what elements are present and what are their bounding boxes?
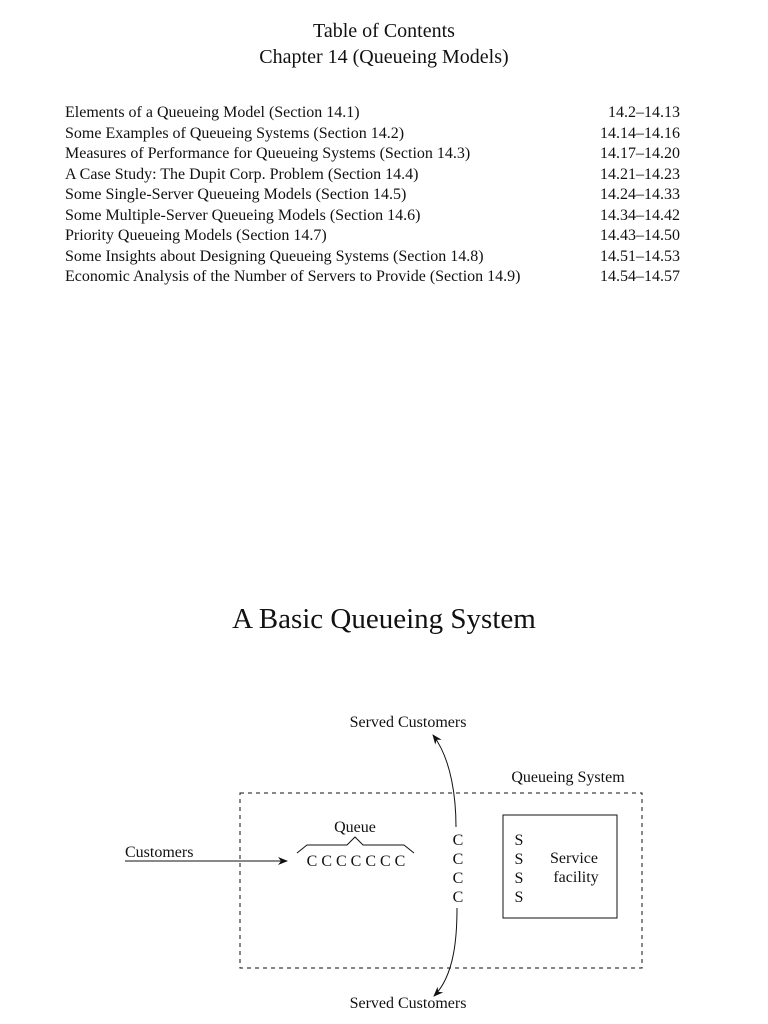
toc-entry-pages: 14.21–14.23 [600,165,680,183]
served-customers-bottom-label: Served Customers [349,995,467,1012]
toc-entry-pages: 14.17–14.20 [600,145,680,162]
toc-entry-pages: 14.2–14.13 [608,104,680,121]
toc-subtitle: Chapter 14 (Queueing Models) [259,46,509,68]
toc-entry-label: Measures of Performance for Queueing Systems (Section 14.3) [65,145,471,162]
toc-title: Table of Contents [313,20,455,42]
customers-label: Customers [125,844,194,861]
toc-entry-label: Priority Queueing Models (Section 14.7) [65,227,327,244]
served-up-arrow [433,735,456,827]
in-service-customer: C [452,832,464,849]
server: S [514,889,524,906]
toc-entry-label: Some Examples of Queueing Systems (Section 14.2) [65,124,405,142]
toc-entry-pages: 14.14–14.16 [600,124,680,142]
toc-entry-label: Some Single-Server Queueing Models (Section 14.5) [65,186,407,203]
served-customers-top-label: Served Customers [349,714,467,731]
in-service-customer: C [452,851,464,868]
server: S [514,832,524,849]
queue-label: Queue [334,819,376,836]
service-facility-label-line1: Service [550,850,598,867]
service-facility-label-line2: facility [553,869,599,886]
in-service-customer: C [452,889,464,906]
diagram-title: A Basic Queueing System [232,603,536,635]
toc-entry-label: Some Insights about Designing Queueing Systems (Section 14.8) [65,247,484,265]
toc-entry-label: Economic Analysis of the Number of Servers to Provide (Section 14.9) [65,268,521,285]
toc-entry-label: A Case Study: The Dupit Corp. Problem (Section 14.4) [65,165,419,183]
toc-entry-pages: 14.54–14.57 [600,268,680,285]
toc-entry-label: Some Multiple-Server Queueing Models (Section 14.6) [65,206,421,224]
toc-entry-label: Elements of a Queueing Model (Section 14.1) [65,104,360,121]
toc-entry-pages: 14.34–14.42 [600,206,680,224]
server: S [514,870,524,887]
server: S [514,851,524,868]
queue-customers: C C C C C C C [306,853,406,870]
toc-entry-pages: 14.51–14.53 [600,247,680,265]
queueing-system-label: Queueing System [511,769,625,786]
in-service-customer: C [452,870,464,887]
served-down-arrow [434,908,457,996]
toc-entry-pages: 14.43–14.50 [600,227,680,244]
toc-entry-pages: 14.24–14.33 [600,186,680,203]
queue-brace [297,837,414,853]
